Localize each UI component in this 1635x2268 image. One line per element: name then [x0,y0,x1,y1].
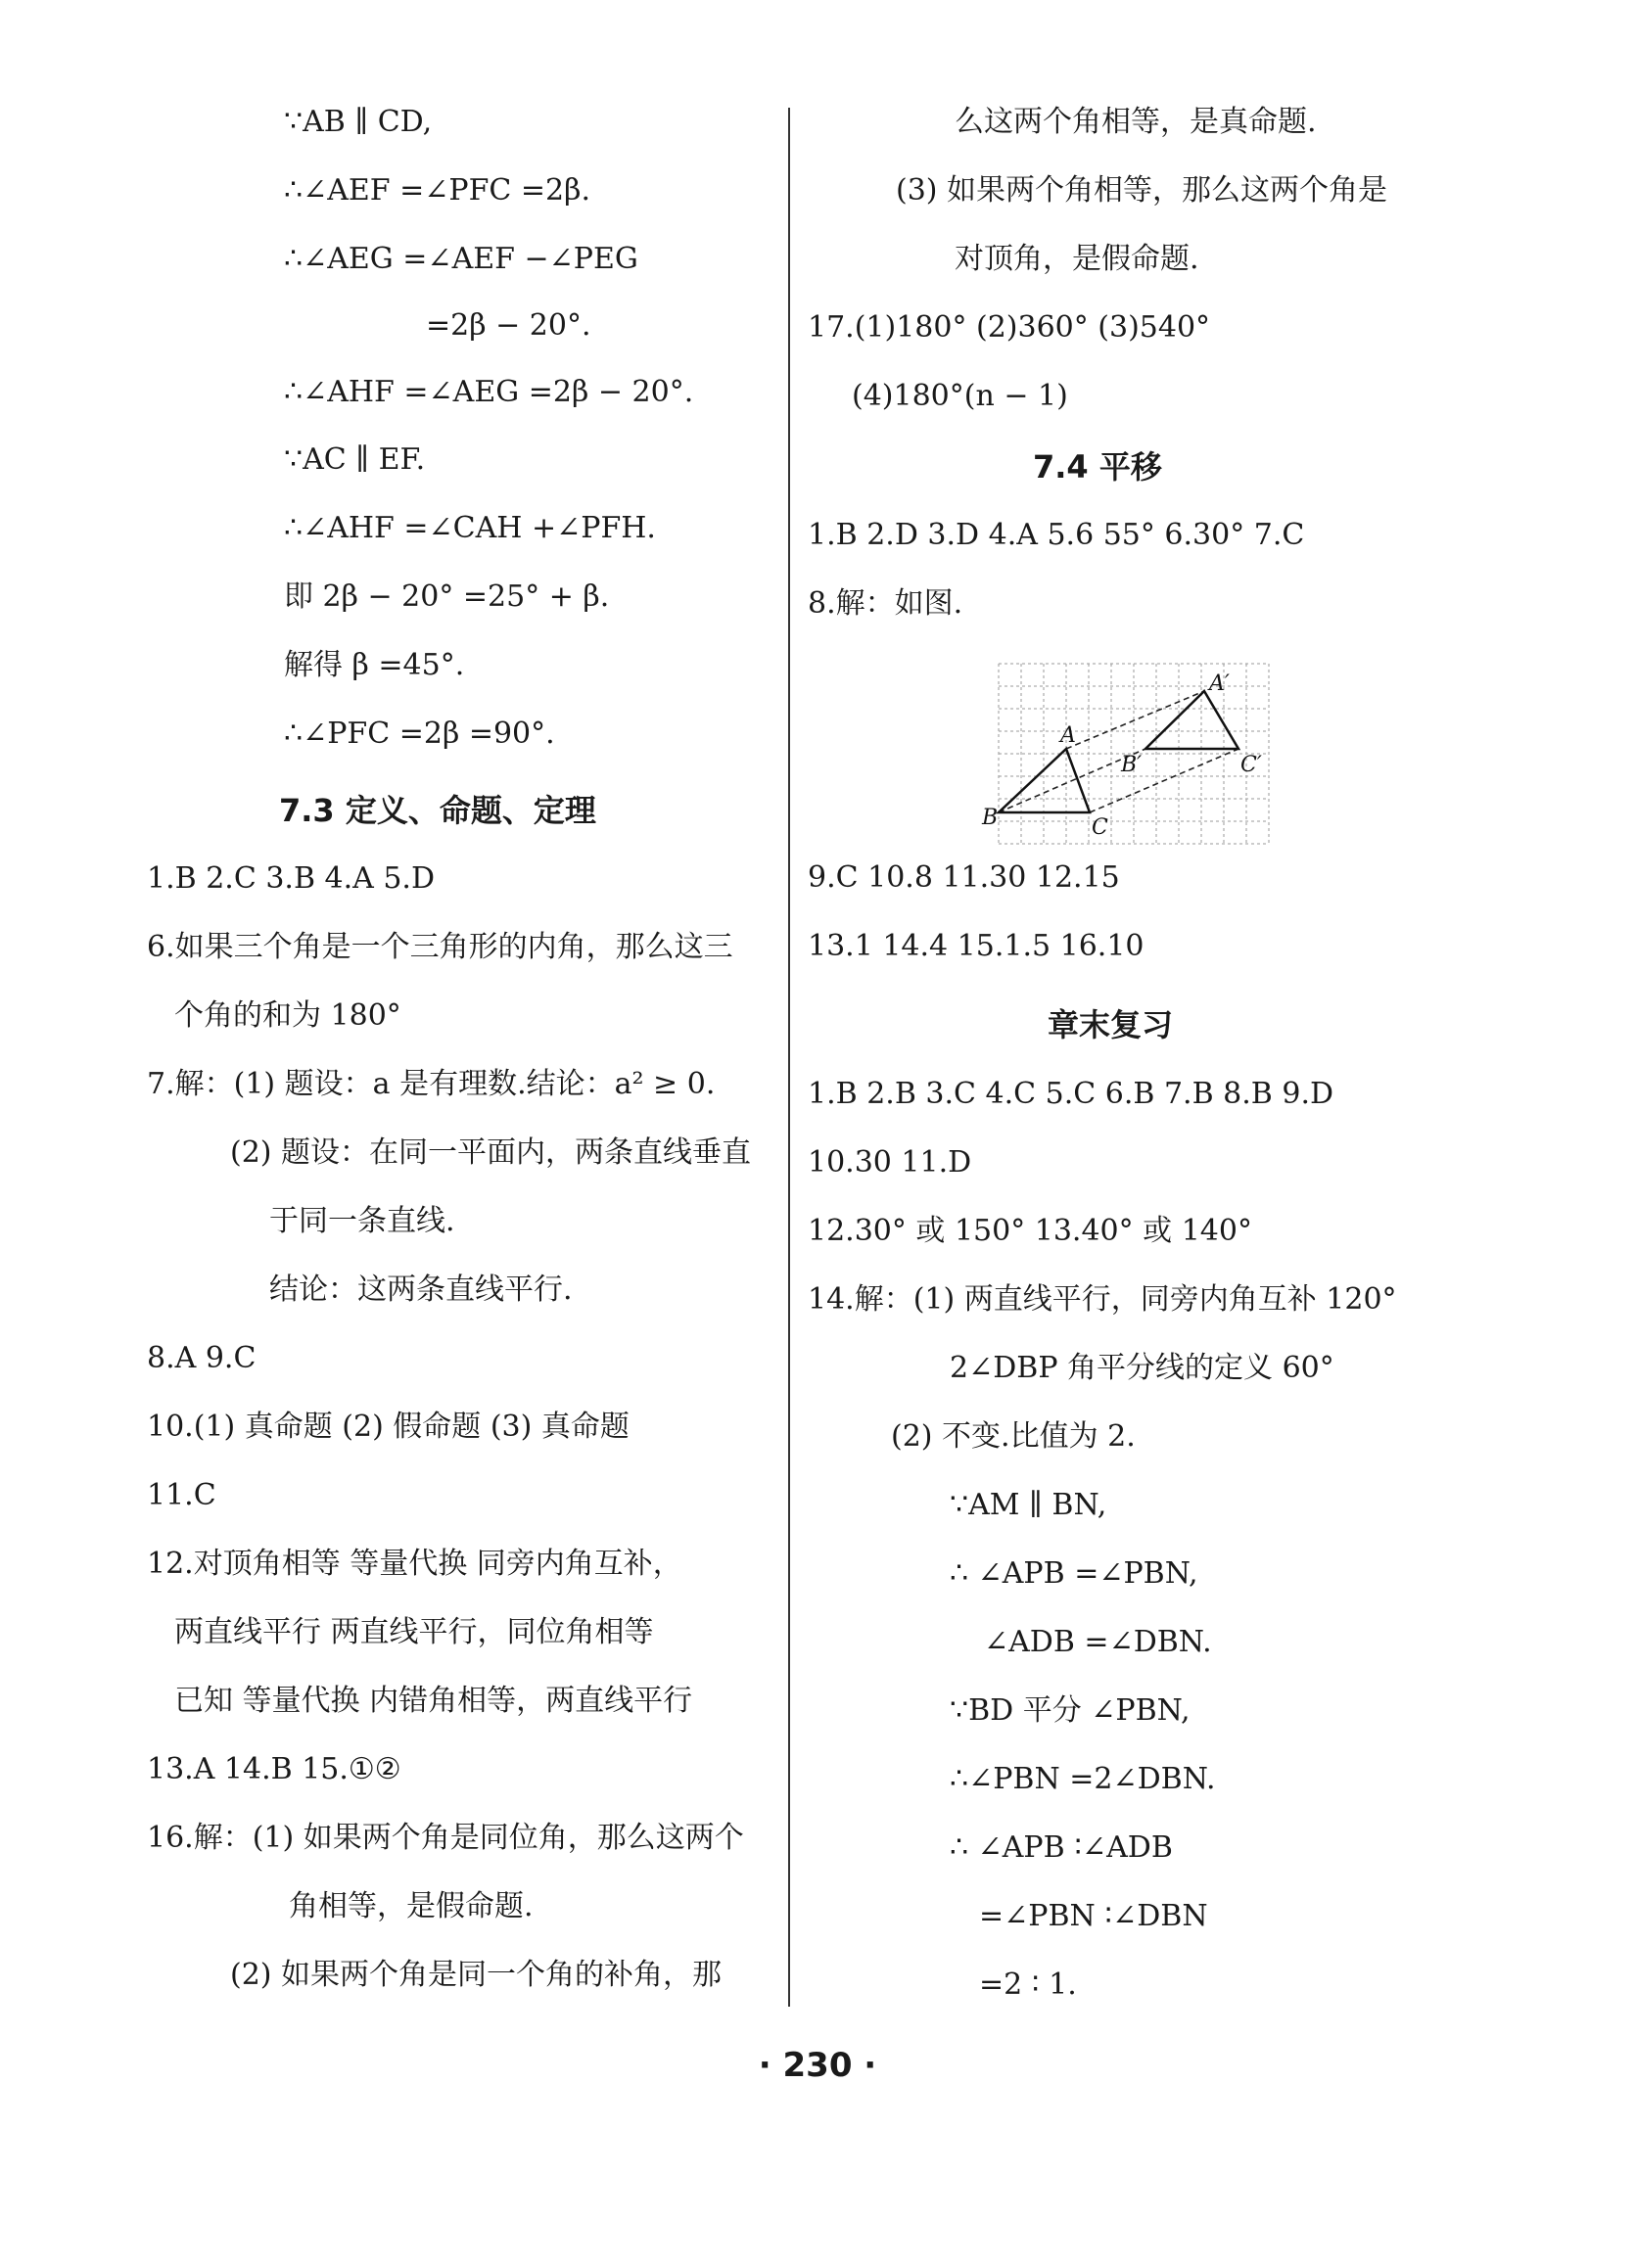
text-line: 结论：这两条直线平行. [269,1273,573,1307]
text-line: 个角的和为 180° [174,998,401,1033]
text-line: 解得 β =45°. [284,648,465,682]
text-line: 9.C 10.8 11.30 12.15 [808,860,1120,895]
text-line: =2 ∶ 1. [979,1967,1077,2002]
section-heading: 章末复习 [1048,1006,1174,1043]
label-c-prime: C′ [1240,753,1262,777]
text-line: ∴∠PFC =2β =90°. [284,717,555,751]
label-b-prime: B′ [1121,753,1143,777]
text-line: 13.1 14.4 15.1.5 16.10 [808,929,1144,963]
text-line: (3) 如果两个角相等，那么这两个角是 [896,173,1388,208]
text-line: ∴ ∠APB =∠PBN, [950,1556,1198,1591]
column-divider [788,108,790,2007]
text-line: 角相等，是假命题. [289,1889,534,1923]
text-line: 两直线平行 两直线平行，同位角相等 [174,1615,654,1649]
text-line: ∵AC ∥ EF. [284,442,426,477]
text-line: 10.30 11.D [808,1145,972,1180]
text-line: 16.解：(1) 如果两个角是同位角，那么这两个 [147,1821,744,1855]
text-line: 1.B 2.D 3.D 4.A 5.6 55° 6.30° 7.C [808,518,1305,552]
text-line: 对顶角，是假命题. [955,242,1199,276]
text-line: ∴∠PBN =2∠DBN. [950,1762,1216,1796]
text-line: 1.B 2.B 3.C 4.C 5.C 6.B 7.B 8.B 9.D [808,1077,1334,1111]
text-line: 即 2β − 20° =25° + β. [284,579,610,614]
label-b: B [982,806,999,830]
text-line: 6.如果三个角是一个三角形的内角，那么这三 [147,930,733,964]
section-heading: 7.3 定义、命题、定理 [279,792,596,829]
section-heading: 7.4 平移 [1033,448,1162,486]
translation-dashed-lines [999,691,1238,812]
triangle-a-prime-b-prime-c-prime [1145,691,1238,749]
text-line: ∴∠AHF =∠CAH +∠PFH. [284,511,656,545]
text-line: (4)180°(n − 1) [852,379,1068,413]
text-line: 于同一条直线. [269,1204,455,1238]
label-c: C [1092,815,1108,840]
translation-figure [984,656,1278,852]
text-line: 17.(1)180° (2)360° (3)540° [808,310,1211,345]
text-line: 1.B 2.C 3.B 4.A 5.D [147,861,436,896]
text-line: ∴∠AEG =∠AEF −∠PEG [284,242,638,276]
text-line: 14.解：(1) 两直线平行，同旁内角互补 120° [808,1282,1397,1317]
text-line: 10.(1) 真命题 (2) 假命题 (3) 真命题 [147,1410,630,1444]
text-line: 12.对顶角相等 等量代换 同旁内角互补， [147,1547,682,1581]
text-line: 7.解：(1) 题设：a 是有理数.结论：a² ≥ 0. [147,1067,716,1101]
text-line: 2∠DBP 角平分线的定义 60° [950,1351,1334,1385]
text-line: =∠PBN ∶∠DBN [979,1899,1208,1933]
text-line: ∵AM ∥ BN, [950,1488,1107,1522]
page-number: · 230 · [758,2046,877,2085]
text-line: =2β − 20°. [426,308,591,343]
label-a-prime: A′ [1209,671,1230,696]
text-line: 8.A 9.C [147,1341,257,1375]
text-line: ∴∠AHF =∠AEG =2β − 20°. [284,375,694,409]
text-line: ∴∠AEF =∠PFC =2β. [284,173,591,208]
text-line: (2) 题设：在同一平面内，两条直线垂直 [230,1135,752,1170]
label-a: A [1060,723,1076,748]
text-line: ∵AB ∥ CD, [284,105,433,139]
text-line: 已知 等量代换 内错角相等，两直线平行 [174,1684,693,1718]
text-line: 13.A 14.B 15.①② [147,1752,401,1786]
text-line: ∴ ∠APB ∶∠ADB [950,1830,1173,1865]
text-line: (2) 不变.比值为 2. [891,1419,1136,1454]
text-line: 11.C [147,1478,216,1512]
text-line: 12.30° 或 150° 13.40° 或 140° [808,1214,1252,1248]
text-line: 么这两个角相等，是真命题. [955,105,1317,139]
text-line: (2) 如果两个角是同一个角的补角，那 [230,1958,723,1992]
text-line: ∵BD 平分 ∠PBN, [950,1693,1191,1728]
text-line: 8.解：如图. [808,586,963,621]
text-line: ∠ADB =∠DBN. [984,1625,1212,1659]
